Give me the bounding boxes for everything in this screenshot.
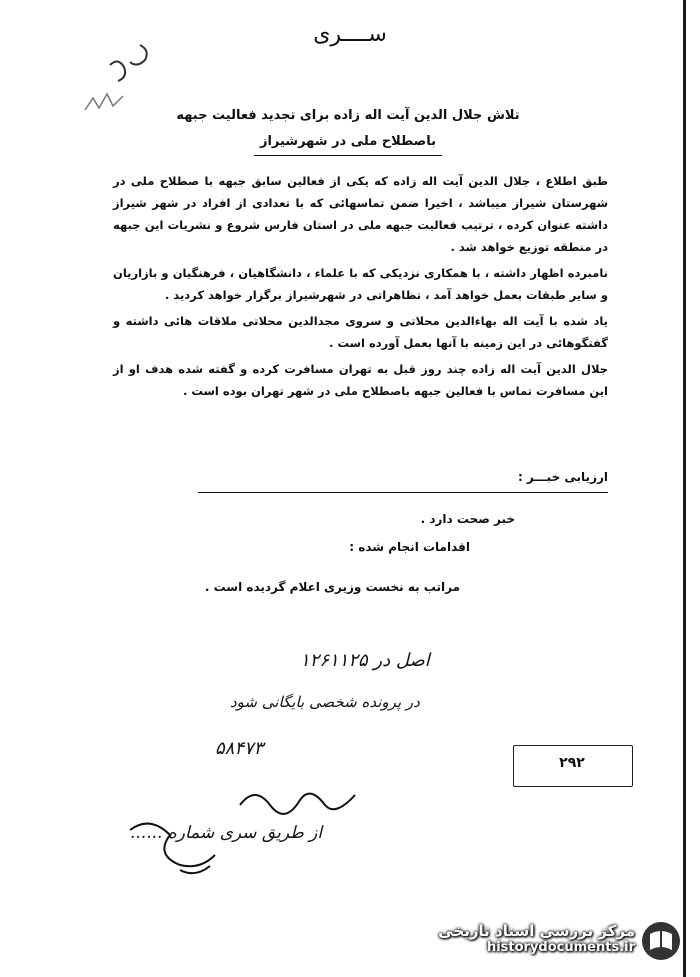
- handwritten-note-2: در پرونده شخصی بایگانی شود: [230, 693, 420, 711]
- site-watermark: [438, 922, 635, 955]
- signature-scribble: [235, 780, 365, 820]
- history-documents-logo-icon: [640, 920, 682, 962]
- bottom-scribble: [120, 810, 220, 880]
- body-paragraph-1: طبق اطلاع ، جلال الدین آیت اله زاده که یکی از فعالین سابق جبهه با صطلاح ملی در شهرستان شیراز میباشد ، اخیرا ضمن تماسهائی که با تعدادی از افراد در شهر شیراز داشته عنوان کرده ، ترتیب فعالیت جبهه ملی در استان فارس شروع و نشریات این جبهه در منطقه توزیع خواهد شد .: [113, 174, 608, 254]
- handwritten-note-3: ۵۸۴۷۳: [215, 738, 264, 759]
- evaluation-title: ارزیابی خبـــر :: [517, 470, 608, 484]
- watermark-url: historydocuments.ir: [486, 940, 635, 955]
- classification-heading: ســــری: [313, 22, 387, 47]
- body-paragraph-4: جلال الدین آیت اله زاده چند روز قبل به تهران مسافرت کرده و گفته شده هدف او از این مسافرت تماس با فعالین جبهه باصطلاح ملی در شهر تهران بوده است .: [113, 362, 608, 398]
- subject-line-1: تلاش جلال الدین آیت اله زاده برای تجدید فعالیت جبهه: [176, 108, 520, 123]
- actions-taken-label: اقدامات انجام شده :: [349, 540, 470, 554]
- watermark-org-name: مرکز بررسی اسناد تاریخی: [438, 922, 635, 940]
- evaluation-divider: [198, 492, 608, 493]
- subject-line-2: باصطلاح ملی در شهرشیراز: [254, 129, 442, 156]
- evaluation-text: خبر صحت دارد .: [420, 512, 515, 526]
- handwritten-note-1: اصل در ۱۲۶۱۱۲۵: [300, 650, 430, 671]
- archive-stamp-number: ۲۹۲: [559, 755, 585, 771]
- body-paragraph-3: یاد شده با آیت اله بهاءالدین محلاتی و سروی مجدالدین محلاتی ملاقات هائی داشته و گفتگوهائی در این زمینه با آنها بعمل آورده است .: [113, 314, 608, 350]
- document-body: [113, 170, 608, 406]
- page-edge-line: [683, 0, 686, 977]
- subject-heading: [88, 103, 608, 156]
- body-paragraph-2: نامبرده اظهار داشته ، با همکاری نزدیکی که با علماء ، دانشگاهیان ، فرهنگیان و بازاریان و سایر طبقات بعمل خواهد آمد ، تظاهراتی در شهرشیراز برگزار خواهد کردید .: [113, 266, 608, 302]
- handwritten-note-5: از طریق سری شماره ......: [130, 823, 323, 843]
- report-status-text: مراتب به نخست وزیری اعلام گردیده است .: [204, 580, 460, 594]
